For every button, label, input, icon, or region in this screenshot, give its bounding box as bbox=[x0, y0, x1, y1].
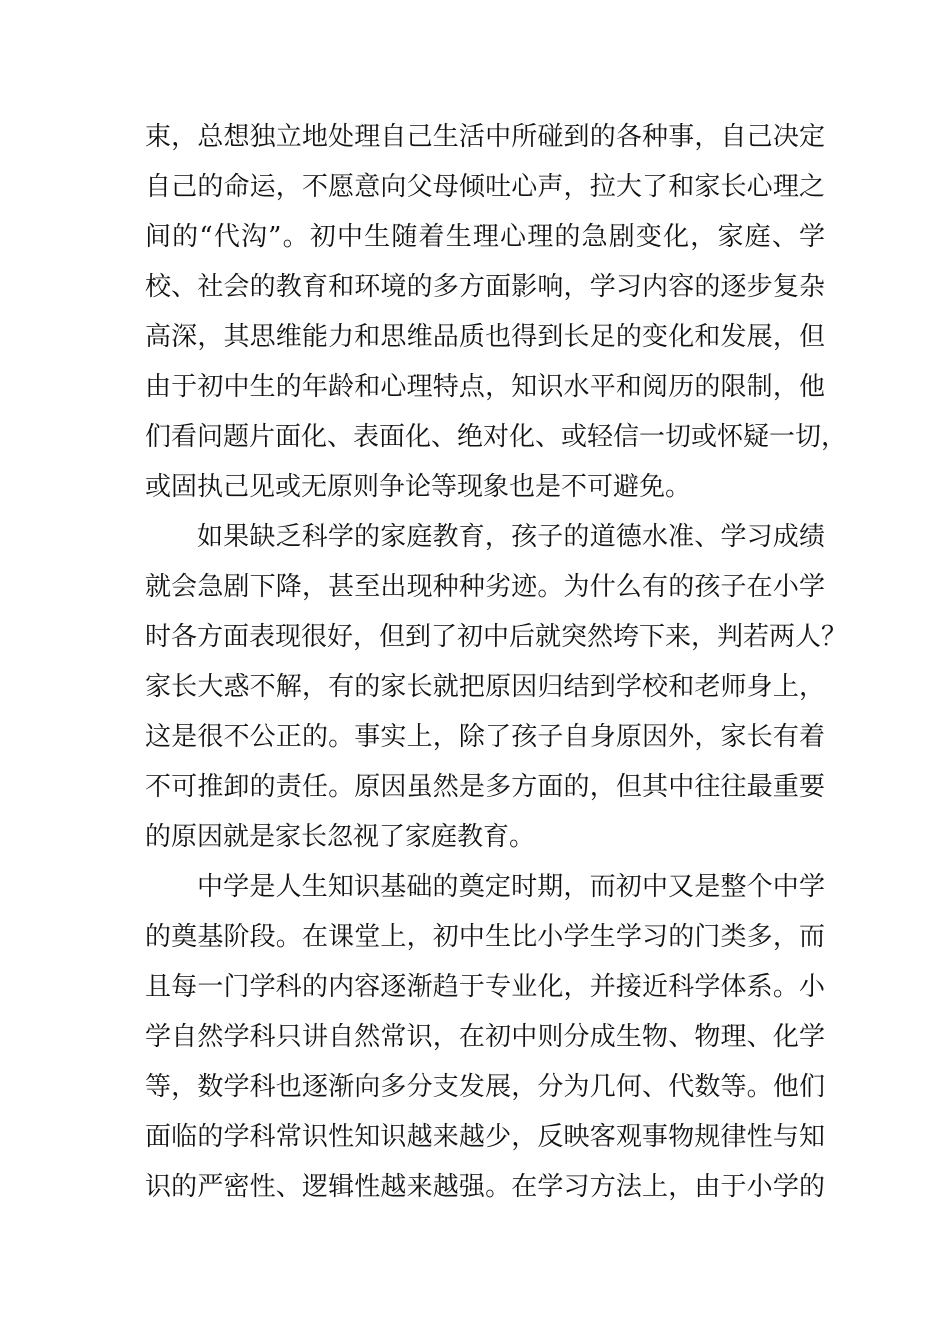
text-line: 就会急剧下降，甚至出现种种劣迹。为什么有的孩子在小学 bbox=[145, 572, 825, 602]
text-line: 面临的学科常识性知识越来越少，反映客观事物规律性与知 bbox=[145, 1122, 825, 1152]
text-line: 们看问题片面化、表面化、绝对化、或轻信一切或怀疑一切， bbox=[145, 422, 848, 452]
paragraph-1 bbox=[145, 112, 848, 512]
text-line: 识的严密性、逻辑性越来越强。在学习方法上，由于小学的 bbox=[145, 1172, 825, 1202]
text-line: 学自然学科只讲自然常识，在初中则分成生物、物理、化学 bbox=[145, 1022, 825, 1052]
text-line: 且每一门学科的内容逐渐趋于专业化，并接近科学体系。小 bbox=[145, 972, 825, 1002]
text-line: 高深，其思维能力和思维品质也得到长足的变化和发展，但 bbox=[145, 322, 825, 352]
paragraph-2 bbox=[145, 512, 848, 862]
text-line: 由于初中生的年龄和心理特点，知识水平和阅历的限制，他 bbox=[145, 372, 825, 402]
text-line: 校、社会的教育和环境的多方面影响，学习内容的逐步复杂 bbox=[145, 272, 825, 302]
text-line: 中学是人生知识基础的奠定时期，而初中又是整个中学 bbox=[197, 872, 825, 902]
text-line: 间的“代沟”。初中生随着生理心理的急剧变化，家庭、学 bbox=[145, 222, 825, 252]
text-line: 家长大惑不解，有的家长就把原因归结到学校和老师身上， bbox=[145, 672, 825, 702]
paragraph-3 bbox=[145, 862, 825, 1212]
text-line: 如果缺乏科学的家庭教育，孩子的道德水准、学习成绩 bbox=[197, 522, 825, 552]
text-line: 等，数学科也逐渐向多分支发展，分为几何、代数等。他们 bbox=[145, 1072, 825, 1102]
text-line: 这是很不公正的。事实上，除了孩子自身原因外，家长有着 bbox=[145, 722, 825, 752]
text-line: 或固执己见或无原则争论等现象也是不可避免。 bbox=[145, 472, 692, 502]
text-line: 的原因就是家长忽视了家庭教育。 bbox=[145, 822, 536, 852]
text-line: 的奠基阶段。在课堂上，初中生比小学生学习的门类多，而 bbox=[145, 922, 825, 952]
text-line: 不可推卸的责任。原因虽然是多方面的，但其中往往最重要 bbox=[145, 772, 825, 802]
text-line: 束，总想独立地处理自己生活中所碰到的各种事，自己决定 bbox=[145, 122, 825, 152]
text-line: 时各方面表现很好，但到了初中后就突然垮下来，判若两人？ bbox=[145, 622, 848, 652]
text-line: 自己的命运，不愿意向父母倾吐心声，拉大了和家长心理之 bbox=[145, 172, 825, 202]
body-text bbox=[145, 112, 848, 1212]
